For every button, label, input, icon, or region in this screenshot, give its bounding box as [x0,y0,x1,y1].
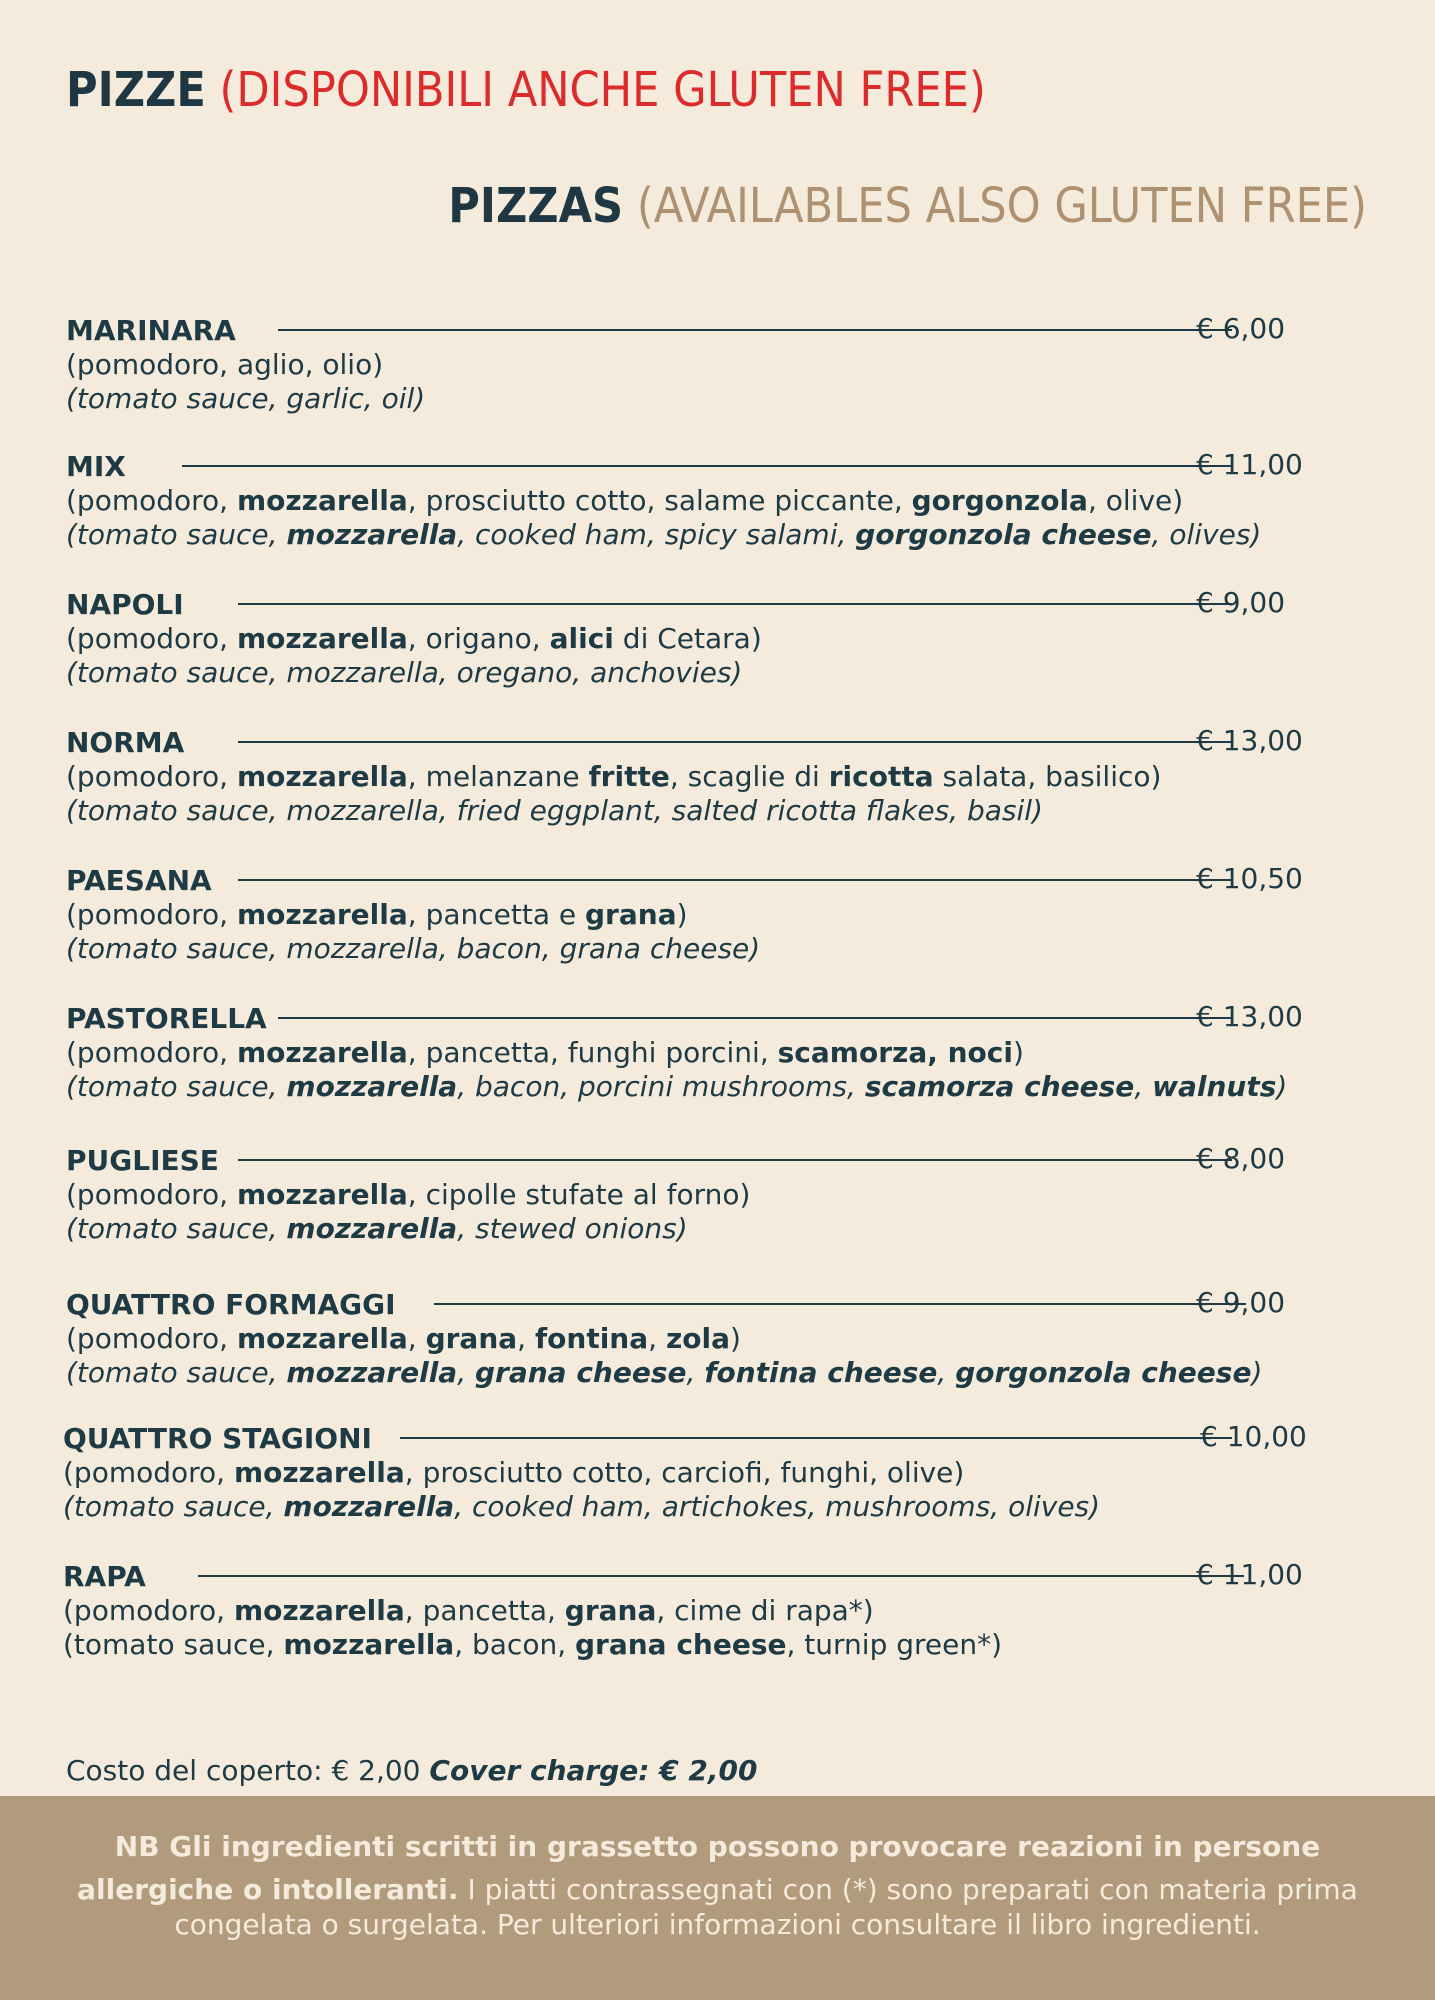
ingredient-text: (pomodoro, [63,1594,234,1627]
leader-line [238,1159,1232,1161]
menu-item [66,724,1366,828]
ingredient-text: mozzarella [233,1594,405,1627]
pizza-name: PAESANA [66,863,212,897]
ingredient-text: (tomato sauce, [66,1212,287,1245]
footer-line-2-rest: I piatti contrassegnati con (*) sono preparati con materia prima [458,1873,1358,1906]
ingredient-text: scamorza, noci [777,1036,1013,1069]
pizza-price: € 11,00 [1196,1558,1303,1591]
leader-line [238,879,1232,881]
menu-item [66,862,1366,966]
cover-charge-italian: Costo del coperto: € 2,00 [66,1754,430,1787]
ingredient-text: ) [1276,1070,1288,1103]
pizza-price: € 13,00 [1196,724,1303,757]
footer-line-2-bold: allergiche o intolleranti. [77,1873,459,1906]
ingredients-english [66,794,1366,828]
pizza-price: € 10,50 [1196,862,1303,895]
menu-item-header [63,1420,1363,1456]
ingredients-english [66,518,1366,552]
menu-item-header [66,862,1366,898]
ingredient-text: (pomodoro, aglio, olio) [66,348,384,381]
ingredients-italian [66,1036,1366,1070]
menu-item [66,586,1366,690]
ingredients-italian [66,1178,1366,1212]
pizza-name: QUATTRO STAGIONI [63,1421,372,1455]
pizza-price: € 6,00 [1196,312,1286,345]
leader-line [278,1017,1232,1019]
ingredient-text: , [686,1356,705,1389]
menu-item-header [66,1000,1366,1036]
leader-line [278,329,1232,331]
ingredient-text: , prosciutto cotto, carciofi, funghi, olive) [404,1456,965,1489]
menu-item-header [66,1286,1366,1322]
pizza-price: € 11,00 [1196,448,1303,481]
ingredient-text: (tomato sauce, [63,1490,284,1523]
title-italian [66,62,986,118]
pizza-price: € 9,00 [1196,1286,1286,1319]
ingredient-text: (tomato sauce, [63,1628,284,1661]
pizza-name: PASTORELLA [66,1001,267,1035]
ingredient-text: (pomodoro, [66,1178,237,1211]
pizza-price: € 13,00 [1196,1000,1303,1033]
ingredient-text: mozzarella [286,1212,458,1245]
ingredients-english [66,1212,1366,1246]
ingredient-text: , cime di rapa*) [656,1594,874,1627]
pizza-price: € 8,00 [1196,1142,1286,1175]
ingredient-text: scamorza cheese [864,1070,1135,1103]
ingredient-text: zola [665,1322,730,1355]
ingredient-text: fontina cheese [704,1356,938,1389]
ingredient-text: mozzarella [236,484,408,517]
ingredient-text: mozzarella [283,1490,455,1523]
ingredient-text: mozzarella [236,898,408,931]
title-english [448,178,1367,234]
cover-charge-english: Cover charge: € 2,00 [429,1754,758,1787]
ingredient-text: , cooked ham, artichokes, mushrooms, olives) [454,1490,1101,1523]
ingredient-text: (pomodoro, [66,484,237,517]
ingredient-text: (pomodoro, [66,760,237,793]
ingredient-text: , [457,1356,475,1389]
ingredients-english [66,656,1366,690]
ingredient-text: (pomodoro, [66,1036,237,1069]
allergen-footer [0,1796,1435,2000]
ingredient-text: grana cheese [575,1628,787,1661]
menu-item [66,1142,1366,1246]
ingredients-italian [63,1456,1363,1490]
ingredients-english [66,1070,1366,1104]
ingredients-english [66,382,1366,416]
ingredient-text: , cooked ham, spicy salami, [457,518,856,551]
footer-line-3: congelata o surgelata. Per ulteriori informazioni consultare il libro ingredienti. [174,1908,1261,1941]
ingredient-text: gorgonzola cheese [855,518,1152,551]
ingredient-text: , [517,1322,535,1355]
ingredients-italian [66,898,1366,932]
ingredient-text: mozzarella [233,1456,405,1489]
ingredient-text: grana [585,898,677,931]
ingredient-text: , olive) [1087,484,1184,517]
menu-item [66,448,1366,552]
ingredient-text: grana [425,1322,518,1355]
pizza-name: RAPA [63,1559,146,1593]
ingredient-text: ) [1251,1356,1263,1389]
menu-item-header [66,312,1366,348]
ingredients-english [63,1490,1363,1524]
leader-line [238,741,1232,743]
ingredient-text: (tomato sauce, mozzarella, oregano, anchovies) [66,656,743,689]
ingredient-text: , origano, [407,622,550,655]
ingredient-text: , olives) [1151,518,1262,551]
ingredients-italian [66,1322,1366,1356]
menu-item [66,1000,1366,1104]
menu-item-header [63,1558,1363,1594]
ingredient-text: , pancetta, [404,1594,565,1627]
ingredient-text: ) [729,1322,741,1355]
ingredient-text: (tomato sauce, [66,518,287,551]
ingredient-text: (tomato sauce, mozzarella, bacon, grana cheese) [66,932,761,965]
footer-line-2 [0,1871,1435,1909]
ingredient-text: (tomato sauce, [66,1356,287,1389]
ingredient-text: , stewed onions) [457,1212,688,1245]
ingredient-text: (pomodoro, [66,622,237,655]
pizza-price: € 10,00 [1200,1420,1307,1453]
pizza-price: € 9,00 [1196,586,1286,619]
ingredient-text: (pomodoro, [66,898,237,931]
ingredients-english [66,932,1366,966]
pizza-name: MARINARA [66,313,236,347]
ingredient-text: mozzarella [236,760,408,793]
menu-item [66,1286,1366,1390]
menu-item [63,1558,1363,1662]
pizza-name: PUGLIESE [66,1143,219,1177]
ingredient-text: ) [676,898,688,931]
ingredient-text: gorgonzola [911,484,1088,517]
ingredient-text: , [1134,1070,1153,1103]
leader-line [182,465,1232,467]
ingredients-italian [66,622,1366,656]
ingredient-text: mozzarella [236,1036,408,1069]
pizza-name: MIX [66,449,126,483]
ingredient-text: , [407,1322,426,1355]
ingredient-text: (pomodoro, [63,1456,234,1489]
menu-item [63,1420,1363,1524]
ingredients-english [63,1628,1363,1662]
ingredient-text: (tomato sauce, [66,1070,287,1103]
title-english-sub: (AVAILABLES ALSO GLUTEN FREE) [636,178,1367,234]
ingredient-text: , pancetta, funghi porcini, [407,1036,778,1069]
ingredients-italian [66,484,1366,518]
ingredient-text: mozzarella [236,1178,408,1211]
title-italian-main: PIZZE [66,62,206,118]
ingredient-text: , prosciutto cotto, salame piccante, [407,484,912,517]
ingredient-text: , bacon, porcini mushrooms, [457,1070,865,1103]
ingredient-text: grana [564,1594,657,1627]
leader-line [400,1437,1232,1439]
ingredient-text: grana cheese [475,1356,687,1389]
ingredient-text: mozzarella [286,518,458,551]
ingredient-text: mozzarella [283,1628,455,1661]
ingredients-italian [63,1594,1363,1628]
ingredient-text: mozzarella [236,1322,408,1355]
ingredient-text: di Cetara) [613,622,762,655]
ingredient-text: (pomodoro, [66,1322,237,1355]
menu-item [66,312,1366,416]
title-english-main: PIZZAS [448,178,624,234]
leader-line [198,1575,1244,1577]
menu-item-header [66,1142,1366,1178]
ingredient-text: , [937,1356,956,1389]
pizza-name: NORMA [66,725,185,759]
ingredients-italian [66,348,1366,382]
ingredient-text: (tomato sauce, mozzarella, fried eggplant, salted ricotta flakes, basil) [66,794,1043,827]
ingredient-text: fontina [534,1322,649,1355]
ingredient-text: (tomato sauce, garlic, oil) [66,382,426,415]
pizza-name: QUATTRO FORMAGGI [66,1287,396,1321]
footer-line-1: NB Gli ingredienti scritti in grassetto possono provocare reazioni in persone [114,1830,1321,1863]
leader-line [434,1303,1246,1305]
menu-item-header [66,448,1366,484]
ingredient-text: , turnip green*) [786,1628,1003,1661]
ingredient-text: ricotta [828,760,934,793]
ingredient-text: , bacon, [454,1628,575,1661]
menu-item-header [66,724,1366,760]
ingredient-text: , melanzane [407,760,589,793]
ingredient-text: alici [549,622,614,655]
ingredient-text: , pancetta e [407,898,586,931]
ingredient-text: fritte [588,760,670,793]
ingredients-english [66,1356,1366,1390]
ingredient-text: walnuts [1152,1070,1277,1103]
ingredient-text: , [648,1322,666,1355]
ingredients-italian [66,760,1366,794]
pizza-name: NAPOLI [66,587,184,621]
ingredient-text: mozzarella [286,1356,458,1389]
menu-item-header [66,586,1366,622]
title-italian-sub: (DISPONIBILI ANCHE GLUTEN FREE) [219,62,986,118]
ingredient-text: ) [1012,1036,1024,1069]
ingredient-text: gorgonzola cheese [955,1356,1252,1389]
ingredient-text: , scaglie di [669,760,829,793]
ingredient-text: mozzarella [236,622,408,655]
leader-line [238,603,1232,605]
ingredient-text: mozzarella [286,1070,458,1103]
ingredient-text: salata, basilico) [933,760,1162,793]
cover-charge [66,1754,758,1787]
ingredient-text: , cipolle stufate al forno) [407,1178,751,1211]
